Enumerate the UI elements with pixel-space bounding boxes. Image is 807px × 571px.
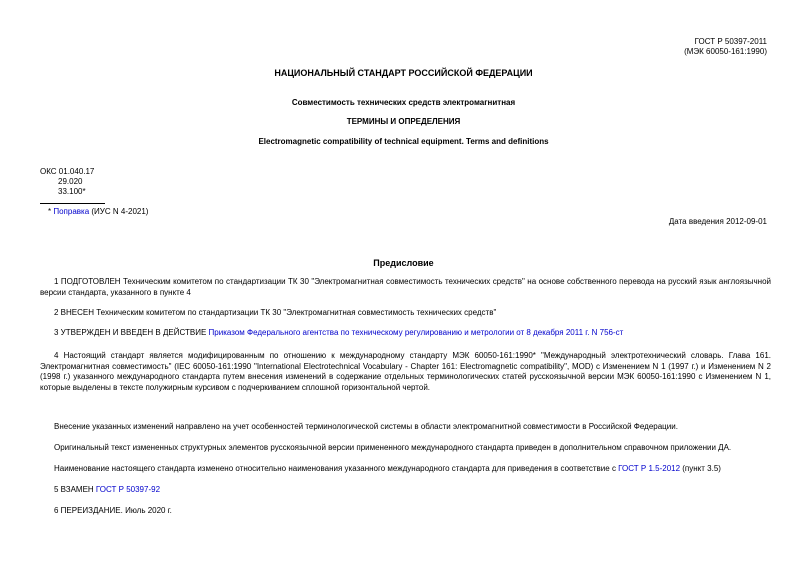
preface-heading: Предисловие: [373, 258, 434, 268]
preface-item-6: 6 ПЕРЕИЗДАНИЕ. Июль 2020 г.: [54, 506, 172, 515]
introduction-date: Дата введения 2012-09-01: [668, 217, 767, 226]
english-title: Electromagnetic compatibility of technical equipment. Terms and definitions: [258, 137, 549, 146]
preface-item-3-text: 3 УТВЕРЖДЕН И ВВЕДЕН В ДЕЙСТВИЕ: [54, 328, 209, 337]
oks-code-1: ОКС 01.040.17: [40, 167, 95, 176]
international-code: (МЭК 60050-161:1990): [684, 47, 767, 56]
oks-code-3: 33.100*: [58, 187, 86, 196]
replaces-text: 5 ВЗАМЕН: [54, 485, 96, 494]
preface-item-1: 1 ПОДГОТОВЛЕН Техническим комитетом по стандартизации ТК 30 "Электромагнитная совместимость технических средств" на основе собственного перевода на русский язык англоязычной версии стандарта, указанного в пункте 4: [40, 277, 771, 297]
preface-item-5: [40, 485, 771, 496]
preface-note-name-change: [40, 464, 771, 475]
preface-note-changes: Внесение указанных изменений направлено на учет особенностей терминологической системы в области электромагнитной совместимости в Российской Федерации.: [54, 422, 678, 431]
footnote-divider: [40, 203, 105, 204]
name-change-tail: (пункт 3.5): [680, 464, 721, 473]
order-link[interactable]: Приказом Федерального агентства по техническому регулированию и метрологии от 8 декабря 2011 г. N 756-ст: [208, 328, 624, 337]
preface-item-4: 4 Настоящий стандарт является модифицированным по отношению к международному стандарту МЭК 60050-161:1990* "Международный электротехнический словарь. Глава 161. Электромагнитная совместимость" (IEC 60050-161:1990 "International Electrotechnical Vocabulary - Chapter 161: Electromagnetic compatibility", MOD) с Изменением N 1 (1997 г.) и Изменением N 2 (1998 г.) указанного международного стандарта путем внесения изменений в содержание отдельных терминологических статей русскоязычной версии МЭК 60050-161:1990 с Изменением N 1, которые выделены в тексте полужирным курсивом с подчеркиванием сплошной горизонтальной чертой.: [40, 351, 771, 392]
amendment-link[interactable]: Поправка: [53, 207, 90, 216]
amendment-source: (ИУС N 4-2021): [89, 207, 149, 216]
name-change-text: Наименование настоящего стандарта изменено относительно наименования указанного международного стандарта для приведения в соответствие с: [54, 464, 619, 473]
gost-1-5-link[interactable]: ГОСТ Р 1.5-2012: [618, 464, 681, 473]
standard-code: ГОСТ Р 50397-2011: [694, 37, 767, 46]
oks-block: [40, 167, 94, 197]
oks-code-2: 29.020: [58, 177, 83, 186]
preface-item-2: 2 ВНЕСЕН Техническим комитетом по стандартизации ТК 30 "Электромагнитная совместимость технических средств": [54, 308, 497, 317]
standard-terms-title: ТЕРМИНЫ И ОПРЕДЕЛЕНИЯ: [346, 117, 461, 126]
national-standard-title: НАЦИОНАЛЬНЫЙ СТАНДАРТ РОССИЙСКОЙ ФЕДЕРАЦИИ: [274, 68, 533, 78]
amendment-note: [48, 207, 148, 216]
amendment-star: *: [48, 207, 54, 216]
preface-note-original-text: Оригинальный текст измененных структурных элементов русскоязычной версии примененного международного стандарта приведен в дополнительном справочном приложении ДА.: [54, 443, 732, 452]
preface-item-3: [40, 328, 771, 339]
standard-subject: Совместимость технических средств электромагнитная: [291, 98, 516, 107]
replaced-standard-link[interactable]: ГОСТ Р 50397-92: [95, 485, 161, 494]
document-code-block: [684, 37, 767, 57]
